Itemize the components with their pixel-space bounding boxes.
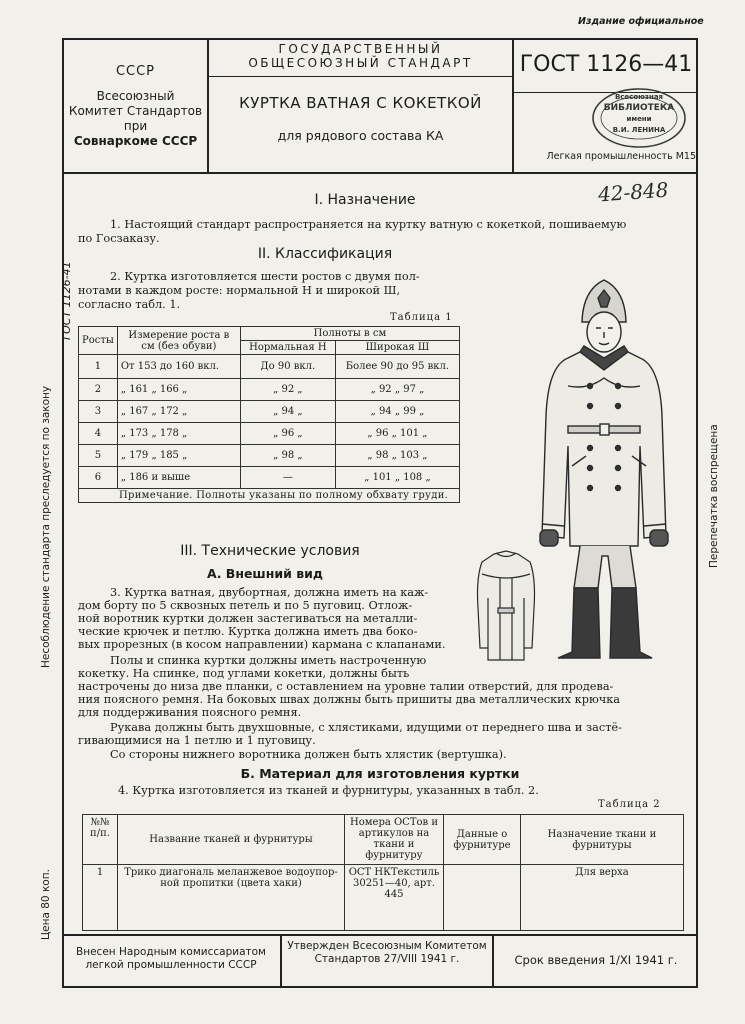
table-cell: 3 (79, 401, 118, 423)
table-cell: „ 92 „ 97 „ (335, 379, 459, 401)
stamp-line-3: имени (626, 115, 652, 123)
side-right-text: Перепечатка воспрещена (708, 424, 720, 568)
standard-type-line-2: ОБЩЕСОЮЗНЫЙ СТАНДАРТ (248, 56, 473, 70)
section-2-line-2: нотами в каждом росте: нормальной Н и широкой Ш, (78, 284, 401, 297)
table-cell: „ 94 „ 99 „ (335, 401, 459, 423)
table-cell: Более 90 до 95 вкл. (335, 355, 459, 379)
table-cell: 6 (79, 467, 118, 489)
table-row (83, 865, 684, 931)
table-cell: „ 94 „ (240, 401, 335, 423)
library-stamp (590, 86, 688, 150)
section-2-heading: II. Классификация (257, 246, 393, 262)
section-3-a-line-3: ной воротник куртки должен застегиваться на металли- (78, 612, 418, 625)
section-3-a-line-9: ния поясного ремня. На боковых швах должны быть пришиты два металлических крючка (78, 693, 621, 706)
table-cell: — (240, 467, 335, 489)
section-1-heading: I. Назначение (314, 192, 416, 208)
table-cell: „ 186 и выше (117, 467, 240, 489)
section-2-line-3: согласно табл. 1. (78, 298, 181, 311)
section-3-sub-b: Б. Материал для изготовления куртки (240, 766, 520, 781)
table-2-label: Таблица 2 (598, 799, 661, 810)
table-2-header-num: №№ п/п. (83, 815, 118, 865)
table-cell: „ 92 „ (240, 379, 335, 401)
table-1-note: Примечание. Полноты указаны по полному обхвату груди. (79, 489, 460, 503)
table-cell: Трико диагональ меланжевое водоупор-ной пропитки (цвета хаки) (118, 865, 345, 931)
section-3-heading: III. Технические условия (180, 543, 360, 559)
table-1-header-wide: Широкая Ш (335, 341, 459, 355)
table-2-header-data: Данные о фурнитуре (444, 815, 521, 865)
document-title: КУРТКА ВАТНАЯ С КОКЕТКОЙ (239, 94, 482, 112)
section-3-b-line: 4. Куртка изготовляется из тканей и фурнитуры, указанных в табл. 2. (118, 784, 539, 797)
standard-type (209, 42, 512, 70)
table-cell: 1 (83, 865, 118, 931)
standard-type-line-1: ГОСУДАРСТВЕННЫЙ (278, 42, 443, 56)
org-line-4: при (123, 119, 148, 133)
footer-effective-date: Срок введения 1/XI 1941 г. (514, 953, 678, 967)
price-text: Цена 80 коп. (40, 869, 52, 940)
table-cell: Для верха (521, 865, 684, 931)
table-cell: „ 173 „ 178 „ (117, 423, 240, 445)
section-3-a-line-6: Полы и спинка куртки должны иметь настроченную (110, 654, 427, 667)
section-3-a-line-13: Со стороны нижнего воротника должен быть хлястик (вертушка). (110, 748, 507, 761)
table-1-header-row (79, 327, 460, 341)
footer-submitted-by: Внесен Народным комиссариатом легкой промышленности СССР (76, 946, 266, 971)
section-3-a-line-4: ческие крючек и петлю. Куртка должна иметь два боко- (78, 625, 418, 638)
org-line-2: Всесоюзный (96, 89, 175, 103)
org-line-3: Комитет Стандартов (68, 104, 203, 118)
table-1-note-row (79, 489, 460, 503)
section-3-sub-a: А. Внешний вид (207, 566, 323, 581)
jacket-front-illustration (528, 266, 688, 666)
table-1-header-polnoty: Полноты в см (240, 327, 459, 341)
table-row (79, 355, 460, 379)
org-block (64, 64, 207, 149)
industry-category: Легкая промышленность М15 (546, 151, 696, 162)
header-row-divider (207, 76, 512, 77)
section-3-a-line-7: кокетку. На спинке, под углами кокетки, должны быть (78, 667, 410, 680)
table-cell: „ 179 „ 185 „ (117, 445, 240, 467)
section-1-text-1: 1. Настоящий стандарт распространяется на куртку ватную с кокеткой, пошиваемую (110, 218, 627, 231)
footer-approved-by: Утвержден Всесоюзным Комитетом Стандартов 27/VIII 1941 г. (287, 940, 487, 965)
org-line-5: Совнаркоме СССР (73, 134, 198, 148)
table-cell: „ 167 „ 172 „ (117, 401, 240, 423)
section-1-text-2: по Госзаказу. (78, 232, 160, 245)
table-1-header-normal: Нормальная Н (240, 341, 335, 355)
stamp-line-4: В.И. ЛЕНИНА (612, 126, 666, 134)
footer-divider (62, 934, 698, 936)
side-left-handwritten: ГОСТ 1126-41 (60, 261, 73, 340)
table-row (79, 445, 460, 467)
table-row (79, 467, 460, 489)
table-cell: „ 101 „ 108 „ (335, 467, 459, 489)
section-3-a-line-1: 3. Куртка ватная, двубортная, должна иметь на каж- (110, 586, 429, 599)
table-cell: „ 98 „ (240, 445, 335, 467)
org-country: СССР (115, 64, 156, 79)
table-cell: 5 (79, 445, 118, 467)
footer-col-divider-1 (280, 934, 282, 988)
table-row (79, 379, 460, 401)
section-3-a-line-5: вых прорезных (в косом направлении) кармана с клапанами. (78, 638, 446, 651)
table-cell (444, 865, 521, 931)
table-2-header-row (83, 815, 684, 865)
section-3-a-line-8: настрочены до низа две планки, с оставлением на уровне талии отверстий, для продева- (78, 680, 614, 693)
table-cell: „ 96 „ (240, 423, 335, 445)
table-2-header-name: Название тканей и фурнитуры (118, 815, 345, 865)
table-cell: 4 (79, 423, 118, 445)
stamp-line-1: Всесоюзная (614, 93, 664, 101)
section-3-a-line-10: для поддерживания поясного ремня. (78, 706, 302, 719)
table-row (79, 423, 460, 445)
section-3-a-line-2: дом борту по 5 сквозных петель и по 5 пуговиц. Отлож- (78, 599, 413, 612)
table-1-header-measure: Измерение роста в см (без обуви) (117, 327, 240, 355)
table-cell: „ 96 „ 101 „ (335, 423, 459, 445)
stamp-line-2: БИБЛИОТЕКА (603, 103, 675, 113)
handwritten-number: 42-848 (597, 177, 670, 207)
side-left-text: Несоблюдение стандарта преследуется по закону (40, 385, 52, 668)
section-3-a-line-12: гивающимися на 1 петлю и 1 пуговицу. (78, 734, 316, 747)
table-2 (82, 814, 684, 931)
jacket-back-illustration (474, 548, 538, 664)
table-1 (78, 326, 460, 503)
table-cell: 1 (79, 355, 118, 379)
table-cell: 2 (79, 379, 118, 401)
table-1-label: Таблица 1 (390, 312, 453, 323)
table-cell: „ 98 „ 103 „ (335, 445, 459, 467)
table-2-header-purpose: Назначение ткани и фурнитуры (521, 815, 684, 865)
footer-col-divider-2 (492, 934, 494, 988)
table-cell: От 153 до 160 вкл. (117, 355, 240, 379)
table-cell: „ 161 „ 166 „ (117, 379, 240, 401)
table-1-header-rost: Росты (79, 327, 118, 355)
gost-number: ГОСТ 1126—41 (519, 52, 693, 77)
header-divider (62, 172, 698, 174)
table-cell: До 90 вкл. (240, 355, 335, 379)
table-row (79, 401, 460, 423)
table-2-header-ost: Номера ОСТов и артикулов на ткани и фурнитуру (345, 815, 444, 865)
edition-label: Издание официальное (578, 16, 704, 27)
document-subtitle: для рядового состава КА (277, 128, 444, 143)
section-3-a-line-11: Рукава должны быть двухшовные, с хлястиками, идущими от переднего шва и застё- (110, 721, 622, 734)
table-cell: ОСТ НКТекстиль 30251—40, арт. 445 (345, 865, 444, 931)
section-2-line-1: 2. Куртка изготовляется шести ростов с двумя пол- (110, 270, 420, 283)
